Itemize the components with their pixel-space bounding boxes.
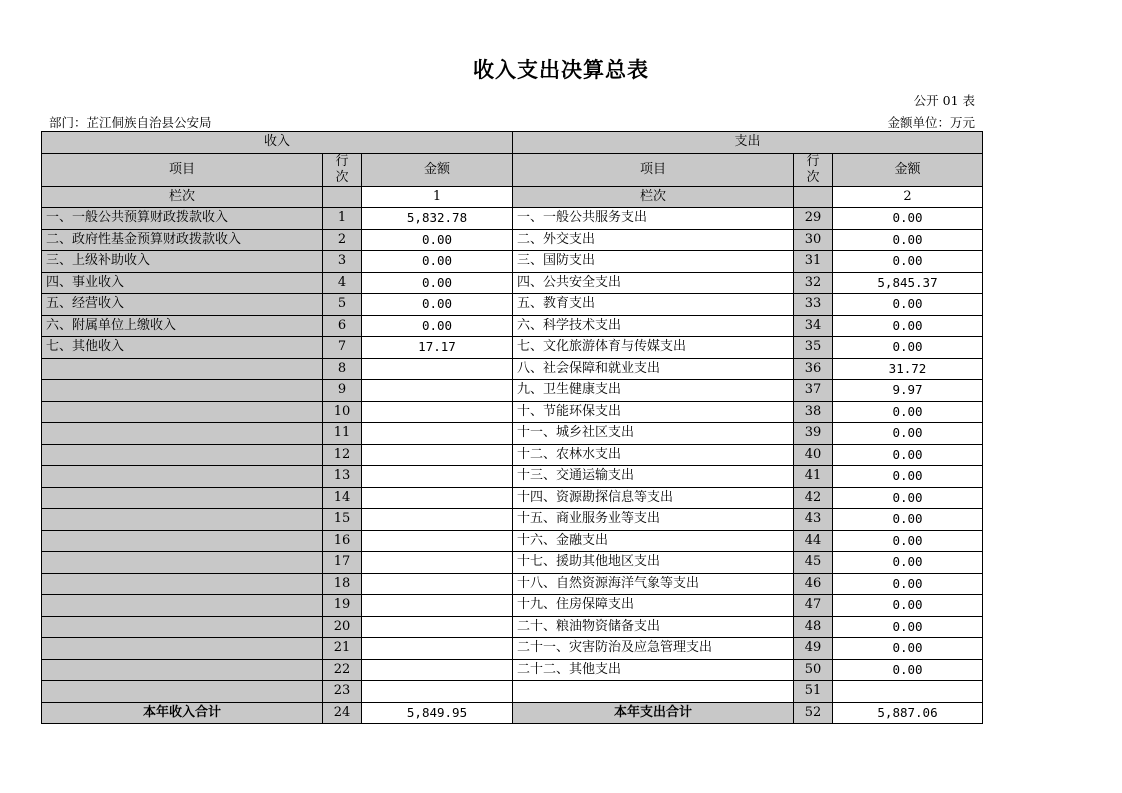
expense-item-cell: 十七、援助其他地区支出 bbox=[513, 552, 794, 574]
income-amount-cell bbox=[362, 358, 513, 380]
expense-line-no-cell: 41 bbox=[794, 466, 833, 488]
table-row bbox=[42, 616, 983, 638]
expense-amount-cell: 0.00 bbox=[833, 401, 983, 423]
expense-line-no-cell: 33 bbox=[794, 294, 833, 316]
income-item-cell: 二、政府性基金预算财政拨款收入 bbox=[42, 229, 323, 251]
income-line-no-cell: 15 bbox=[323, 509, 362, 531]
income-line-no-cell: 6 bbox=[323, 315, 362, 337]
table-row bbox=[42, 638, 983, 660]
table-row bbox=[42, 530, 983, 552]
income-total-amount: 5,849.95 bbox=[362, 702, 513, 724]
expense-line-no-cell: 51 bbox=[794, 681, 833, 703]
expense-item-cell: 七、文化旅游体育与传媒支出 bbox=[513, 337, 794, 359]
income-amount-cell bbox=[362, 509, 513, 531]
table-row bbox=[42, 595, 983, 617]
income-amount-cell: 0.00 bbox=[362, 251, 513, 273]
income-line-no-cell: 9 bbox=[323, 380, 362, 402]
expense-amount-cell: 0.00 bbox=[833, 595, 983, 617]
expense-amount-cell: 0.00 bbox=[833, 573, 983, 595]
expense-item-cell: 二十一、灾害防治及应急管理支出 bbox=[513, 638, 794, 660]
income-expense-table bbox=[41, 131, 983, 724]
expense-amount-cell: 0.00 bbox=[833, 251, 983, 273]
income-amount-cell: 0.00 bbox=[362, 229, 513, 251]
income-line-no-cell: 5 bbox=[323, 294, 362, 316]
expense-total-amount: 5,887.06 bbox=[833, 702, 983, 724]
expense-amount-header: 金额 bbox=[833, 153, 983, 186]
income-line-no-cell: 16 bbox=[323, 530, 362, 552]
income-amount-cell bbox=[362, 530, 513, 552]
income-line-no-cell: 13 bbox=[323, 466, 362, 488]
income-amount-cell bbox=[362, 681, 513, 703]
table-row bbox=[42, 251, 983, 273]
expense-line-no-cell: 30 bbox=[794, 229, 833, 251]
income-amount-cell bbox=[362, 552, 513, 574]
table-row bbox=[42, 659, 983, 681]
expense-item-cell: 十九、住房保障支出 bbox=[513, 595, 794, 617]
table-row bbox=[42, 681, 983, 703]
expense-item-cell: 五、教育支出 bbox=[513, 294, 794, 316]
expense-amount-cell bbox=[833, 681, 983, 703]
expense-column-number: 2 bbox=[833, 186, 983, 208]
table-row bbox=[42, 401, 983, 423]
expense-group-header: 支出 bbox=[513, 132, 983, 154]
income-amount-cell bbox=[362, 401, 513, 423]
income-line-no-cell: 23 bbox=[323, 681, 362, 703]
expense-line-no-cell: 39 bbox=[794, 423, 833, 445]
column-header-row bbox=[42, 153, 983, 186]
income-item-cell bbox=[42, 659, 323, 681]
expense-amount-cell: 0.00 bbox=[833, 487, 983, 509]
expense-amount-cell: 0.00 bbox=[833, 466, 983, 488]
expense-item-cell: 八、社会保障和就业支出 bbox=[513, 358, 794, 380]
income-item-cell bbox=[42, 530, 323, 552]
table-row bbox=[42, 358, 983, 380]
income-line-no-cell: 10 bbox=[323, 401, 362, 423]
income-amount-cell bbox=[362, 423, 513, 445]
income-item-cell bbox=[42, 401, 323, 423]
expense-line-no-cell: 29 bbox=[794, 208, 833, 230]
expense-column-label: 栏次 bbox=[513, 186, 794, 208]
expense-amount-cell: 0.00 bbox=[833, 444, 983, 466]
income-line-no-cell: 22 bbox=[323, 659, 362, 681]
income-item-cell bbox=[42, 595, 323, 617]
expense-line-no-cell: 50 bbox=[794, 659, 833, 681]
income-amount-cell bbox=[362, 380, 513, 402]
income-line-no-cell: 4 bbox=[323, 272, 362, 294]
income-amount-cell: 0.00 bbox=[362, 294, 513, 316]
income-amount-cell bbox=[362, 616, 513, 638]
expense-amount-cell: 5,845.37 bbox=[833, 272, 983, 294]
table-row bbox=[42, 208, 983, 230]
expense-item-cell bbox=[513, 681, 794, 703]
form-number: 公开 01 表 bbox=[913, 93, 975, 108]
expense-item-cell: 十三、交通运输支出 bbox=[513, 466, 794, 488]
expense-amount-cell: 0.00 bbox=[833, 208, 983, 230]
expense-line-no-cell: 31 bbox=[794, 251, 833, 273]
table-row bbox=[42, 423, 983, 445]
income-item-cell: 五、经营收入 bbox=[42, 294, 323, 316]
income-line-no-cell: 14 bbox=[323, 487, 362, 509]
income-item-cell bbox=[42, 638, 323, 660]
table-row bbox=[42, 229, 983, 251]
table-row bbox=[42, 466, 983, 488]
table-row bbox=[42, 380, 983, 402]
income-column-blank bbox=[323, 186, 362, 208]
income-total-line-no: 24 bbox=[323, 702, 362, 724]
income-amount-cell bbox=[362, 595, 513, 617]
income-amount-cell: 17.17 bbox=[362, 337, 513, 359]
table-row bbox=[42, 573, 983, 595]
income-line-no-cell: 17 bbox=[323, 552, 362, 574]
income-item-cell: 四、事业收入 bbox=[42, 272, 323, 294]
income-group-header: 收入 bbox=[42, 132, 513, 154]
income-line-no-cell: 8 bbox=[323, 358, 362, 380]
expense-item-cell: 十六、金融支出 bbox=[513, 530, 794, 552]
page-title: 收入支出决算总表 bbox=[473, 58, 649, 82]
income-item-cell bbox=[42, 552, 323, 574]
income-item-cell bbox=[42, 681, 323, 703]
income-item-cell bbox=[42, 444, 323, 466]
expense-item-cell: 十五、商业服务业等支出 bbox=[513, 509, 794, 531]
expense-line-no-header: 行 次 bbox=[794, 153, 833, 186]
expense-item-cell: 四、公共安全支出 bbox=[513, 272, 794, 294]
expense-line-no-cell: 43 bbox=[794, 509, 833, 531]
income-line-no-cell: 21 bbox=[323, 638, 362, 660]
income-amount-cell: 0.00 bbox=[362, 315, 513, 337]
income-item-cell bbox=[42, 358, 323, 380]
income-item-cell bbox=[42, 380, 323, 402]
expense-amount-cell: 0.00 bbox=[833, 552, 983, 574]
income-column-label: 栏次 bbox=[42, 186, 323, 208]
expense-amount-cell: 0.00 bbox=[833, 638, 983, 660]
income-line-no-cell: 1 bbox=[323, 208, 362, 230]
income-amount-cell bbox=[362, 659, 513, 681]
table-row bbox=[42, 315, 983, 337]
expense-line-no-cell: 42 bbox=[794, 487, 833, 509]
expense-amount-cell: 0.00 bbox=[833, 659, 983, 681]
income-item-cell bbox=[42, 573, 323, 595]
expense-line-no-cell: 46 bbox=[794, 573, 833, 595]
income-line-no-cell: 19 bbox=[323, 595, 362, 617]
expense-item-cell: 六、科学技术支出 bbox=[513, 315, 794, 337]
income-item-cell: 七、其他收入 bbox=[42, 337, 323, 359]
table-row bbox=[42, 487, 983, 509]
expense-line-no-cell: 48 bbox=[794, 616, 833, 638]
expense-item-cell: 九、卫生健康支出 bbox=[513, 380, 794, 402]
income-item-cell bbox=[42, 466, 323, 488]
expense-amount-cell: 0.00 bbox=[833, 530, 983, 552]
table-row bbox=[42, 272, 983, 294]
income-amount-cell: 5,832.78 bbox=[362, 208, 513, 230]
expense-line-no-cell: 49 bbox=[794, 638, 833, 660]
expense-line-no-cell: 45 bbox=[794, 552, 833, 574]
income-item-header: 项目 bbox=[42, 153, 323, 186]
income-item-cell bbox=[42, 509, 323, 531]
department-label: 部门：芷江侗族自治县公安局 bbox=[49, 115, 212, 130]
expense-item-cell: 二十、粮油物资储备支出 bbox=[513, 616, 794, 638]
table-row bbox=[42, 444, 983, 466]
income-item-cell: 三、上级补助收入 bbox=[42, 251, 323, 273]
income-item-cell: 六、附属单位上缴收入 bbox=[42, 315, 323, 337]
expense-amount-cell: 9.97 bbox=[833, 380, 983, 402]
expense-line-no-cell: 35 bbox=[794, 337, 833, 359]
expense-amount-cell: 0.00 bbox=[833, 337, 983, 359]
expense-line-no-cell: 38 bbox=[794, 401, 833, 423]
income-line-no-cell: 3 bbox=[323, 251, 362, 273]
income-amount-cell bbox=[362, 573, 513, 595]
table-row bbox=[42, 509, 983, 531]
income-column-number: 1 bbox=[362, 186, 513, 208]
income-line-no-header: 行 次 bbox=[323, 153, 362, 186]
income-line-no-cell: 12 bbox=[323, 444, 362, 466]
expense-line-no-cell: 36 bbox=[794, 358, 833, 380]
income-line-no-cell: 20 bbox=[323, 616, 362, 638]
income-amount-cell: 0.00 bbox=[362, 272, 513, 294]
expense-total-label: 本年支出合计 bbox=[513, 702, 794, 724]
income-line-no-cell: 11 bbox=[323, 423, 362, 445]
expense-line-no-cell: 44 bbox=[794, 530, 833, 552]
expense-line-no-cell: 47 bbox=[794, 595, 833, 617]
expense-column-blank bbox=[794, 186, 833, 208]
expense-amount-cell: 31.72 bbox=[833, 358, 983, 380]
expense-line-no-cell: 40 bbox=[794, 444, 833, 466]
income-amount-header: 金额 bbox=[362, 153, 513, 186]
expense-line-no-cell: 32 bbox=[794, 272, 833, 294]
income-line-no-cell: 2 bbox=[323, 229, 362, 251]
expense-amount-cell: 0.00 bbox=[833, 509, 983, 531]
expense-total-line-no: 52 bbox=[794, 702, 833, 724]
group-header-row bbox=[42, 132, 983, 154]
income-amount-cell bbox=[362, 466, 513, 488]
amount-unit-label: 金额单位：万元 bbox=[887, 115, 975, 130]
table-row bbox=[42, 294, 983, 316]
expense-item-header: 项目 bbox=[513, 153, 794, 186]
expense-item-cell: 十四、资源勘探信息等支出 bbox=[513, 487, 794, 509]
income-item-cell: 一、一般公共预算财政拨款收入 bbox=[42, 208, 323, 230]
income-amount-cell bbox=[362, 487, 513, 509]
expense-item-cell: 十八、自然资源海洋气象等支出 bbox=[513, 573, 794, 595]
expense-amount-cell: 0.00 bbox=[833, 315, 983, 337]
income-item-cell bbox=[42, 616, 323, 638]
expense-amount-cell: 0.00 bbox=[833, 294, 983, 316]
income-amount-cell bbox=[362, 444, 513, 466]
expense-amount-cell: 0.00 bbox=[833, 229, 983, 251]
income-item-cell bbox=[42, 423, 323, 445]
expense-item-cell: 一、一般公共服务支出 bbox=[513, 208, 794, 230]
income-line-no-cell: 18 bbox=[323, 573, 362, 595]
expense-amount-cell: 0.00 bbox=[833, 616, 983, 638]
expense-line-no-cell: 34 bbox=[794, 315, 833, 337]
income-line-no-cell: 7 bbox=[323, 337, 362, 359]
expense-line-no-cell: 37 bbox=[794, 380, 833, 402]
table-row bbox=[42, 552, 983, 574]
expense-item-cell: 十、节能环保支出 bbox=[513, 401, 794, 423]
expense-item-cell: 十二、农林水支出 bbox=[513, 444, 794, 466]
income-item-cell bbox=[42, 487, 323, 509]
table-row bbox=[42, 337, 983, 359]
column-number-row bbox=[42, 186, 983, 208]
totals-row bbox=[42, 702, 983, 724]
income-amount-cell bbox=[362, 638, 513, 660]
expense-item-cell: 二、外交支出 bbox=[513, 229, 794, 251]
expense-amount-cell: 0.00 bbox=[833, 423, 983, 445]
income-total-label: 本年收入合计 bbox=[42, 702, 323, 724]
expense-item-cell: 二十二、其他支出 bbox=[513, 659, 794, 681]
expense-item-cell: 十一、城乡社区支出 bbox=[513, 423, 794, 445]
expense-item-cell: 三、国防支出 bbox=[513, 251, 794, 273]
